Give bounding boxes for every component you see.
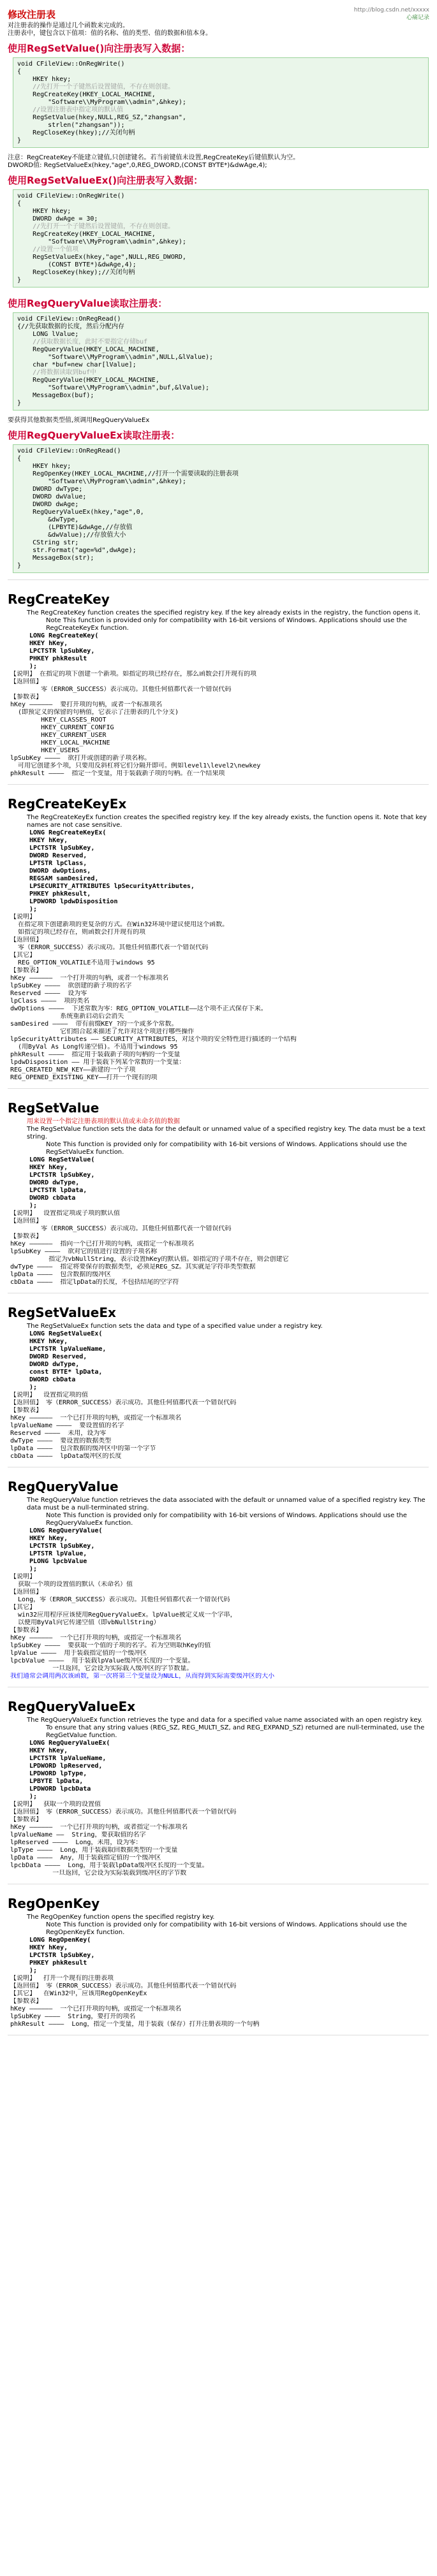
code-line: RegCloseKey(hkey);//关闭句柄 — [17, 129, 135, 136]
note-3: 要获得其他数据类型值,须调用RegQueryValueEx — [8, 417, 150, 424]
signature-line: LPCTSTR lpSubKey, — [29, 1543, 95, 1550]
detail-line: HKEY_CURRENT_CONFIG — [10, 724, 114, 731]
function-details — [10, 1392, 429, 1460]
function-title: RegCreateKeyEx — [8, 796, 127, 811]
code-line: &dwType, — [17, 516, 79, 523]
detail-line: samDesired ———— 带有前缀KEY_?的一个或多个常数。 — [10, 1021, 178, 1028]
detail-line: lpSubKey ———— String，要打开的项名 — [10, 2013, 136, 2020]
detail-line: 系统重新启动后会消失 — [10, 1013, 124, 1020]
detail-line: 【说明】 设置指定项的值 — [10, 1392, 89, 1399]
detail-line: 我们通常会调用两次该函数，第一次将第三个变量设为NULL，从而得到实际需要缓冲区的大小 — [10, 1673, 275, 1680]
detail-line: cbData ———— lpData缓冲区的长度 — [10, 1453, 122, 1460]
blog-url[interactable]: http://blog.csdn.net/xxxxx — [353, 7, 429, 13]
function-description: The RegQueryValueEx function retrieves the type and data for a specified value name associated with an open registry key. — [27, 1717, 423, 1724]
detail-line: 【返回值】 零（ERROR_SUCCESS）表示成功。其他任何值都代表一个错误代码 — [10, 1808, 237, 1816]
detail-line: hKey —————— 一个打开项的句柄，或者一个标准项名 — [10, 975, 169, 982]
code-line: //将数据读取到buf中 — [17, 369, 97, 376]
signature-line: LONG RegSetValue( — [29, 1156, 95, 1163]
write-section-title: 使用RegSetValue()向注册表写入数据： — [8, 43, 191, 54]
detail-line: 指定为vbNullString，表示设置hKey的默认值。如指定的子项不存在，则会创建它 — [10, 1256, 289, 1263]
detail-line: lpcbValue ———— 用于装载lpValue缓冲区长度的一个变量。 — [10, 1657, 195, 1664]
detail-line: REG_CREATED_NEW_KEY——新建的一个子项 — [10, 1066, 136, 1073]
signature-line: const BYTE* lpData, — [29, 1369, 103, 1376]
detail-line: lpClass ———— 项的类名 — [10, 998, 90, 1005]
signature-line: LONG RegOpenKey( — [29, 1937, 91, 1944]
code-line: CString str; — [17, 539, 79, 546]
detail-line: 获取一个项的设置值的默认（未命名）值 — [10, 1581, 133, 1588]
detail-line: HKEY_CLASSES_ROOT — [10, 717, 107, 724]
detail-line: 如指定的项已经存在，则函数会打开现有的项 — [10, 929, 146, 936]
detail-line: HKEY_LOCAL_MACHINE — [10, 739, 110, 746]
code-line: "Software\\MyProgram\\admin",&hkey); — [17, 238, 186, 245]
detail-line: 【参数表】 — [10, 1407, 42, 1414]
signature-line: HKEY hKey, — [29, 1164, 68, 1171]
detail-line: lpValueName ———— 要设置值的名字 — [10, 1422, 124, 1429]
code-line: //设置一个值项 — [17, 246, 79, 253]
detail-line: 【返回值】 — [10, 1218, 42, 1225]
signature-line: LONG RegQueryValueEx( — [29, 1740, 110, 1747]
code-line: } — [17, 137, 22, 144]
function-title: RegQueryValueEx — [8, 1699, 136, 1714]
note-1: 注意：RegCreateKey不能建立键值,只创建键名。若当前键值未设置,RegCreateKey后键值默认为空。 — [8, 154, 300, 161]
code-line: "Software\\MyProgram\\admin",buf,&lValue); — [17, 384, 210, 391]
detail-line: dwType ———— 要设置的数据类型 — [10, 1437, 112, 1444]
detail-line: lpSubKey ———— 欲打开或创建的新子项名称。 — [10, 755, 151, 762]
signature-line: PLONG lpcbValue — [29, 1558, 87, 1565]
function-details — [10, 671, 429, 778]
function-description: The RegQueryValue function retrieves the data associated with the default or unnamed value of a specified registry key. The data must be a null-terminated string. — [27, 1497, 426, 1511]
signature-line: DWORD Reserved, — [29, 1353, 87, 1360]
detail-line: Reserved ———— 未用，设为零 — [10, 1430, 107, 1437]
signature-line: ); — [29, 1566, 38, 1573]
function-section — [8, 1305, 429, 1467]
function-note: Note This function is provided only for compatibility with 16-bit versions of Windows. Applications should use the RegQueryValueEx function. — [46, 1512, 407, 1527]
code-line: RegQueryValue(HKEY_LOCAL_MACHINE, — [17, 346, 159, 353]
signature-line: LPCTSTR lpSubKey, — [29, 845, 95, 852]
signature-line: LPCTSTR lpSubKey, — [29, 648, 95, 655]
function-title: RegSetValueEx — [8, 1305, 116, 1320]
code-line: RegCreateKey(HKEY_LOCAL_MACHINE, — [17, 91, 156, 98]
detail-line: 【其它】 在Win32中，应该用RegOpenKeyEx — [10, 1990, 147, 1997]
code-line: "Software\\MyProgram\\admin",&hkey); — [17, 478, 186, 485]
signature-line: LPCTSTR lpValueName, — [29, 1755, 107, 1762]
code-line: DWORD dwType; — [17, 486, 83, 493]
detail-line: lpType ———— Long，用于装载取回数据类型的一个变量 — [10, 1847, 178, 1854]
code-line: strlen("zhangsan")); — [17, 122, 125, 129]
function-details — [10, 1210, 429, 1286]
detail-line: hKey —————— 一个已打开项的句柄，或指定一个标准项名 — [10, 1634, 182, 1641]
detail-line: REG_OPENED_EXISTING_KEY——打开一个现有的项 — [10, 1074, 158, 1081]
readex-section-title: 使用RegQueryValueEx读取注册表： — [8, 430, 181, 441]
signature-line: LONG RegSetValueEx( — [29, 1330, 103, 1337]
code-line: RegQueryValueEx(hkey,"age",0, — [17, 509, 144, 516]
detail-line: lpSubKey ———— 要获取一个值的子项的名字。若为空则取hKey的值 — [10, 1642, 211, 1649]
code-line: { — [17, 455, 22, 462]
code-line: RegCreateKey(HKEY_LOCAL_MACHINE, — [17, 231, 156, 238]
function-section — [8, 1699, 429, 1884]
detail-line: Long，零（ERROR_SUCCESS）表示成功。其他任何值都代表一个错误代码 — [10, 1596, 230, 1603]
detail-line: lpSubKey ———— 欲创建的新子项的名字 — [10, 982, 132, 989]
signature-line: LPCTSTR lpSubKey, — [29, 1172, 95, 1179]
signature-line: LPSECURITY_ATTRIBUTES lpSecurityAttributes, — [29, 883, 195, 890]
code-line: "Software\\MyProgram\\admin",NULL,&lValue); — [17, 354, 214, 361]
signature-line: ); — [29, 663, 38, 670]
function-details — [10, 1573, 429, 1680]
detail-line: 零（ERROR_SUCCESS）表示成功。其他任何值都代表一个错误代码 — [10, 944, 209, 951]
function-section — [8, 1100, 429, 1293]
signature-line: HKEY hKey, — [29, 640, 68, 647]
detail-line: 【返回值】 零（ERROR_SUCCESS）表示成功。其他任何值都代表一个错误代码 — [10, 1399, 237, 1406]
signature-line: LPBYTE lpData, — [29, 1778, 84, 1785]
detail-line: cbData ———— 指定lpData的长度，不包括结尾的空字符 — [10, 1279, 179, 1286]
detail-line: 【参数表】 — [10, 694, 42, 701]
detail-line: (即预定义的保留的句柄值，它表示了注册表的几个分支) — [10, 709, 179, 716]
detail-line: 【返回值】 — [10, 678, 42, 685]
signature-line: PHKEY phkResult — [29, 1960, 87, 1967]
signature-line: LPDWORD lpType, — [29, 1770, 87, 1777]
code-block-readex — [13, 444, 429, 573]
function-section — [8, 1896, 429, 2035]
detail-line: lpcbData ———— Long，用于装载lpData缓冲区长度的一个变量。 — [10, 1862, 209, 1869]
detail-line: REG_OPTION_VOLATILE不适用于windows 95 — [10, 959, 155, 966]
function-signature — [29, 1740, 429, 1801]
code-line: RegOpenKey(HKEY_LOCAL_MACHINE,//打开一个需要读取的注册表项 — [17, 470, 239, 477]
signature-line: ); — [29, 1384, 38, 1391]
function-title: RegOpenKey — [8, 1896, 100, 1911]
detail-line: 【参数表】 — [10, 967, 42, 974]
signature-line: DWORD cbData — [29, 1376, 76, 1383]
detail-line: lpValue ———— 用于装载指定值的一个缓冲区 — [10, 1650, 147, 1657]
signature-line: LONG RegCreateKeyEx( — [29, 829, 107, 836]
code-line: DWORD dwAge; — [17, 501, 79, 508]
function-reference — [8, 592, 429, 2035]
signature-line: LPTSTR lpValue, — [29, 1550, 87, 1557]
function-details — [10, 1975, 429, 2028]
detail-line: lpSecurityAttributes —— SECURITY_ATTRIBUTES，对这个项的安全特性进行描述的一个结构 — [10, 1036, 297, 1043]
code-line: void CFileView::OnRegRead() — [17, 316, 121, 323]
code-line: RegCloseKey(hkey);//关闭句柄 — [17, 269, 135, 276]
code-line: RegSetValue(hkey,NULL,REG_SZ,"zhangsan", — [17, 114, 186, 121]
code-line: LONG lValue; — [17, 331, 79, 338]
function-signature — [29, 632, 429, 671]
signature-line: LPCTSTR lpValueName, — [29, 1346, 107, 1353]
signature-line: HKEY hKey, — [29, 1747, 68, 1754]
code-line: "Software\\MyProgram\\admin",&hkey); — [17, 99, 186, 106]
detail-line: 【说明】 — [10, 1573, 36, 1580]
signature-line: HKEY hKey, — [29, 1338, 68, 1345]
code-line: HKEY hkey; — [17, 463, 71, 470]
signature-line: ); — [29, 906, 38, 913]
detail-line: hKey —————— 指向一个已打开项的句柄，或指定一个标准项名 — [10, 1241, 195, 1248]
signature-line: ); — [29, 1202, 38, 1209]
detail-line: lpData ———— 包含数据的缓冲区中的第一个字节 — [10, 1445, 156, 1452]
code-block-write — [13, 57, 429, 148]
article — [8, 8, 429, 2042]
detail-line: hKey —————— 一个已打开项的句柄，或指定一个标准项名 — [10, 2005, 182, 2012]
signature-line: HKEY hKey, — [29, 837, 68, 844]
detail-line: 【说明】 — [10, 913, 36, 921]
function-details — [10, 1801, 429, 1877]
detail-line: 【参数表】 — [10, 1627, 42, 1634]
detail-line: Reserved ———— 设为零 — [10, 990, 87, 997]
signature-line: DWORD cbData — [29, 1195, 76, 1202]
detail-line: 一旦返回，它会设为实际装载到缓冲区的字节数 — [10, 1870, 187, 1877]
divider — [8, 784, 429, 785]
code-block-writeex — [13, 189, 429, 287]
divider — [8, 579, 429, 580]
function-title: RegCreateKey — [8, 592, 110, 607]
detail-line: 可用它创建多个项，只要用反斜杠将它们分隔开即可。例如level1\level2\newkey — [10, 762, 261, 769]
code-line: //先打开一个子键然后设置键值，不存在则创建。 — [17, 84, 175, 91]
function-note: Note This function is provided only for compatibility with 16-bit versions of Windows. Applications should use the RegSetValueEx function. — [46, 1141, 407, 1156]
code-line: } — [17, 277, 22, 284]
blog-tag: 心痛记录 — [406, 15, 429, 21]
page-title: 修改注册表 — [8, 9, 56, 20]
code-line: void CFileView::OnRegWrite() — [17, 193, 125, 200]
detail-line: lpSubKey ———— 欲对它的值进行设置的子项名称 — [10, 1248, 158, 1255]
signature-line: DWORD Reserved, — [29, 852, 87, 859]
detail-line: hKey —————— 一个已打开项的句柄，或者指定一个标准项名 — [10, 1824, 188, 1831]
signature-line: REGSAM samDesired, — [29, 875, 99, 882]
detail-line: 零（ERROR_SUCCESS）表示成功。其他任何值都代表一个错误代码 — [10, 1225, 232, 1232]
signature-line: PHKEY phkResult, — [29, 891, 91, 898]
detail-line: hKey —————— 要打开项的句柄，或者一个标准项名 — [10, 701, 163, 708]
detail-line: 【返回值】 — [10, 1589, 42, 1596]
divider — [8, 1088, 429, 1089]
function-title: RegSetValue — [8, 1100, 100, 1116]
detail-line: 一旦返回，它会设为实际载入缓冲区的字节数量。 — [10, 1665, 193, 1672]
code-line: {//先获取数据的长度，然后分配内存 — [17, 323, 125, 330]
detail-line: win32应用程序应该使用RegQueryValueEx。lpValue被定义成一个字串， — [10, 1612, 237, 1619]
detail-line: 【返回值】 — [10, 936, 42, 943]
function-signature — [29, 1156, 429, 1210]
code-line: //设置注册表中指定项的默认值 — [17, 106, 124, 113]
detail-line: 零（ERROR_SUCCESS）表示成功。其他任何值都代表一个错误代码 — [10, 686, 232, 693]
function-section — [8, 796, 429, 1089]
signature-line: LPDWORD lpReserved, — [29, 1763, 103, 1770]
detail-line: phkResult ———— Long，指定一个变量，用于装载（保存）打开注册表项的一个句柄 — [10, 2021, 260, 2028]
code-line: } — [17, 562, 22, 569]
signature-line: PHKEY phkResult — [29, 655, 87, 662]
code-line: HKEY hkey; — [17, 208, 71, 215]
read-section-title: 使用RegQueryValue读取注册表： — [8, 298, 168, 309]
signature-line: HKEY hKey, — [29, 1535, 68, 1542]
detail-line: lpReserved ———— Long，未用，设为零： — [10, 1839, 142, 1846]
function-title: RegQueryValue — [8, 1479, 119, 1494]
function-description: The RegOpenKey function opens the specified registry key. — [27, 1914, 215, 1921]
signature-line: ); — [29, 1793, 38, 1800]
signature-line: LPDWORD lpdwDisposition — [29, 898, 118, 905]
intro-line-2: 注册表中，键包含以下值项：值的名称、值的类型、值的数据和值本身。 — [8, 30, 212, 37]
function-signature — [29, 1937, 429, 1975]
code-line: DWORD dwValue; — [17, 493, 87, 500]
code-line: HKEY hkey; — [17, 76, 71, 83]
code-line: (LPBYTE)&dwAge,//存放值 — [17, 524, 133, 531]
note-2: DWORD值: RegSetValueEx(hkey,"age",0,REG_DWORD,(CONST BYTE*)&dwAge,4); — [8, 162, 267, 169]
code-line: { — [17, 200, 22, 207]
signature-line: LPDWORD lpcbData — [29, 1786, 91, 1793]
detail-line: 它们组合起来描述了允许对这个项进行哪些操作 — [10, 1028, 195, 1035]
detail-line: HKEY_CURRENT_USER — [10, 732, 107, 739]
code-line: MessageBox(buf); — [17, 392, 94, 399]
writeex-section-title: 使用RegSetValueEx()向注册表写入数据： — [8, 175, 204, 186]
signature-line: DWORD dwType, — [29, 1179, 80, 1186]
function-signature — [29, 1527, 429, 1573]
function-section — [8, 1479, 429, 1687]
code-line: { — [17, 68, 22, 75]
function-signature — [29, 829, 429, 913]
detail-line: lpData ———— 包含数据的缓冲区 — [10, 1271, 112, 1278]
detail-line: dwType ———— 指定将要保存的数据类型，必须是REG_SZ。其实就是字符串类型数据 — [10, 1263, 256, 1270]
signature-line: LONG RegQueryValue( — [29, 1527, 103, 1534]
detail-line: 【参数表】 — [10, 1998, 42, 2005]
detail-line: 【说明】 打开一个现有的注册表项 — [10, 1975, 114, 1982]
intro-line-1: 对注册表的操作是通过几个函数来完成的。 — [8, 22, 129, 29]
code-line: void CFileView::OnRegRead() — [17, 448, 121, 455]
detail-line: 在指定项下创建新项的更复杂的方式。在Win32环境中建议使用这个函数。 — [10, 921, 229, 928]
detail-line: 【其它】 — [10, 1604, 36, 1611]
signature-line: LPCTSTR lpSubKey, — [29, 1952, 95, 1959]
detail-line: 【参数表】 — [10, 1816, 42, 1823]
code-line: MessageBox(str); — [17, 555, 94, 562]
signature-line: LPTSTR lpClass, — [29, 860, 87, 867]
code-block-read — [13, 312, 429, 411]
function-signature — [29, 1330, 429, 1392]
detail-line: lpValueName —— String，要获取值的名字 — [10, 1831, 146, 1838]
code-line: &dwValue);//存放值大小 — [17, 532, 126, 539]
function-subtitle: 用来设置一个指定注册表项的默认值或未命名值的数据 — [27, 1118, 180, 1125]
detail-line: HKEY_USERS — [10, 747, 80, 754]
detail-line: 【返回值】 零（ERROR_SUCCESS）表示成功。其他任何值都代表一个错误代码 — [10, 1983, 237, 1990]
signature-line: LPCTSTR lpData, — [29, 1187, 87, 1194]
function-description: The RegCreateKey function creates the specified registry key. If the key already exists in the registry, the function opens it. — [27, 609, 421, 616]
detail-line: 【参数表】 — [10, 1233, 42, 1240]
code-line: str.Format("age=%d",dwAge); — [17, 547, 137, 554]
code-line: RegQueryValue(HKEY_LOCAL_MACHINE, — [17, 377, 159, 384]
detail-line: 【说明】 在指定的项下创建一个新项。如指定的项已经存在，那么函数会打开现有的项 — [10, 671, 257, 678]
detail-line: phkResult ———— 指定一个变量，用于装载新子项的句柄。在一个结果项 — [10, 770, 225, 777]
code-line: } — [17, 400, 22, 407]
function-section — [8, 592, 429, 785]
code-line: RegSetValueEx(hkey,"age",NULL,REG_DWORD, — [17, 254, 186, 261]
detail-line: hKey —————— 一个已打开项的句柄，或指定一个标准项名 — [10, 1415, 182, 1422]
detail-line: 以便用ByVal向它传递空值（即vbNullString） — [10, 1619, 160, 1626]
function-note: Note This function is provided only for compatibility with 16-bit versions of Windows. Applications should use the RegCreateKeyEx function. — [46, 617, 407, 632]
detail-line: dwOptions ———— 下述常数为零：REG_OPTION_VOLATILE——这个项不正式保存下来。 — [10, 1005, 267, 1012]
code-line: (CONST BYTE*)&dwAge,4); — [17, 261, 137, 268]
detail-line: 【说明】 设置指定项或子项的默认值 — [10, 1210, 121, 1217]
function-description: The RegSetValue function sets the data for the default or unnamed value of a specified registry key. The data must be a text string. — [27, 1126, 426, 1140]
code-line: //先打开一个子键然后设置键值，不存在则创建。 — [17, 223, 175, 230]
signature-line: ); — [29, 1967, 38, 1974]
detail-line: lpData ———— Any，用于装载指定值的一个缓冲区 — [10, 1854, 161, 1861]
detail-line: 【其它】 — [10, 952, 36, 959]
code-line: DWORD dwAge = 30; — [17, 215, 98, 222]
code-line: char *buf=new char[lValue]; — [17, 361, 137, 368]
function-description: The RegCreateKeyEx function creates the specified registry key. If the key already exists, the function opens it. Note that key names are not case sensitive. — [27, 814, 427, 829]
signature-line: DWORD dwOptions, — [29, 868, 91, 875]
function-details — [10, 913, 429, 1082]
code-line: void CFileView::OnRegWrite() — [17, 61, 125, 68]
code-line: //获取数据长度，此时不要指定存储buf — [17, 338, 148, 346]
signature-line: DWORD dwType, — [29, 1361, 80, 1368]
signature-line: LONG RegCreateKey( — [29, 632, 99, 639]
detail-line: lpdwDisposition —— 用于装载下列某个常数的一个变量： — [10, 1059, 186, 1066]
function-note: Note This function is provided only for compatibility with 16-bit versions of Windows. Applications should use the RegOpenKeyEx function. — [46, 1921, 407, 1936]
detail-line: phkResult ———— 指定用于装载新子项的句柄的一个变量 — [10, 1051, 181, 1058]
signature-line: HKEY hKey, — [29, 1944, 68, 1951]
function-note: To ensure that any string values (REG_SZ, REG_MULTI_SZ, and REG_EXPAND_SZ) returned are null-terminated, use the RegGetValue function. — [46, 1724, 425, 1739]
function-description: The RegSetValueEx function sets the data and type of a specified value under a registry key. — [27, 1323, 323, 1330]
detail-line: (用ByVal As Long传递空值)。不适用于windows 95 — [10, 1044, 178, 1051]
detail-line: 【说明】 获取一个项的设置值 — [10, 1801, 101, 1808]
